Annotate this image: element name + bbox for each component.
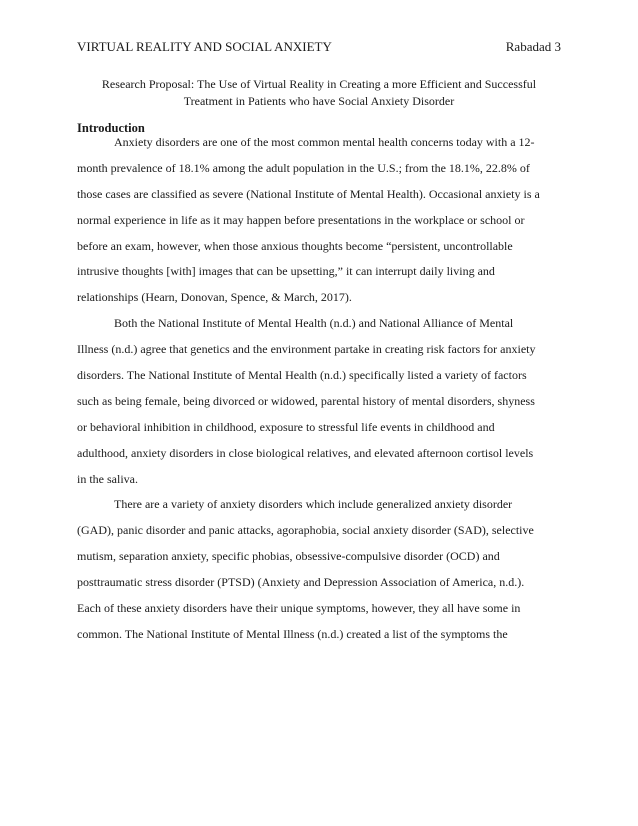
paper-title-line-1: Research Proposal: The Use of Virtual Reality in Creating a more Efficient and Successful <box>101 77 537 91</box>
body-line: (GAD), panic disorder and panic attacks, agoraphobia, social anxiety disorder (SAD), selective <box>77 523 534 538</box>
body-line: Both the National Institute of Mental Health (n.d.) and National Alliance of Mental <box>114 316 514 331</box>
body-line: common. The National Institute of Mental Illness (n.d.) created a list of the symptoms the <box>77 626 508 641</box>
body-line: in the saliva. <box>77 471 138 486</box>
body-line: before an exam, however, when those anxious thoughts become “persistent, uncontrollable <box>77 238 513 253</box>
body-line: month prevalence of 18.1% among the adult population in the U.S.; from the 18.1%, 22.8% of <box>77 160 530 175</box>
running-head <box>77 38 561 56</box>
paper-title <box>77 76 561 110</box>
body-line: Illness (n.d.) agree that genetics and the environment partake in creating risk factors for anxiety <box>77 342 536 357</box>
body-line: disorders. The National Institute of Mental Health (n.d.) specifically listed a variety of factors <box>77 368 527 383</box>
body-line: or behavioral inhibition in childhood, exposure to stressful life events in childhood and <box>77 419 495 434</box>
body-line: posttraumatic stress disorder (PTSD) (Anxiety and Depression Association of America, n.d.). <box>77 575 525 590</box>
running-head-title: VIRTUAL REALITY AND SOCIAL ANXIETY <box>77 39 332 54</box>
body-line: relationships (Hearn, Donovan, Spence, & March, 2017). <box>77 290 352 305</box>
body-line: normal experience in life as it may happen before presentations in the workplace or school or <box>77 212 525 227</box>
body-line: Each of these anxiety disorders have their unique symptoms, however, they all have some in <box>77 601 521 616</box>
body-line: such as being female, being divorced or widowed, parental history of mental disorders, shyness <box>77 393 535 408</box>
body-line: adulthood, anxiety disorders in close biological relatives, and elevated afternoon cortisol levels <box>77 445 534 460</box>
body-line: intrusive thoughts [with] images that can be upsetting,” it can interrupt daily living and <box>77 264 495 279</box>
page-number-label: Rabadad 3 <box>505 39 561 54</box>
body-line: those cases are classified as severe (National Institute of Mental Health). Occasional anxiety is a <box>77 186 540 201</box>
paper-title-line-2: Treatment in Patients who have Social Anxiety Disorder <box>183 94 455 108</box>
section-heading-introduction: Introduction <box>77 121 145 135</box>
body-text <box>77 134 563 652</box>
body-line: Anxiety disorders are one of the most common mental health concerns today with a 12- <box>114 135 535 149</box>
body-line: mutism, separation anxiety, specific phobias, obsessive-compulsive disorder (OCD) and <box>77 549 500 564</box>
body-line: There are a variety of anxiety disorders which include generalized anxiety disorder <box>114 497 513 512</box>
